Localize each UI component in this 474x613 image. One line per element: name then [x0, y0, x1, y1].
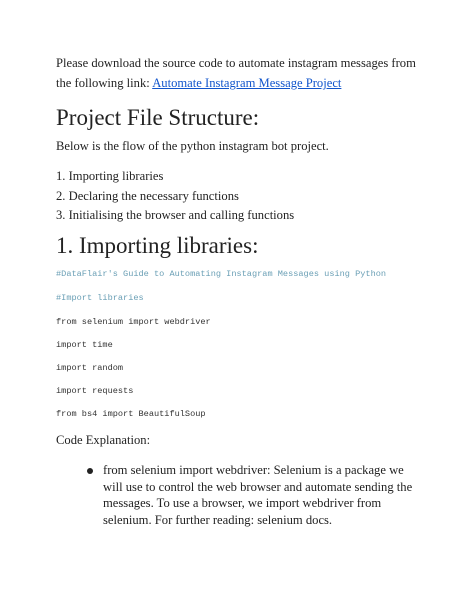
- bullet-dot-icon: [87, 468, 93, 474]
- code-line: import requests: [56, 386, 134, 396]
- explanation-bullet-list: [84, 462, 424, 528]
- code-comment-line: #Import libraries: [56, 293, 144, 303]
- code-comment-line: #DataFlair's Guide to Automating Instagram Messages using Python: [56, 269, 387, 279]
- flow-description: Below is the flow of the python instagram bot project.: [56, 139, 329, 153]
- project-download-link[interactable]: Automate Instagram Message Project: [152, 76, 342, 90]
- project-structure-heading: Project File Structure:: [56, 105, 260, 130]
- importing-libraries-heading: 1. Importing libraries:: [56, 233, 259, 258]
- explanation-bullet-item: [84, 462, 424, 528]
- code-line: from bs4 import BeautifulSoup: [56, 409, 206, 419]
- step-item: 1. Importing libraries: [56, 169, 164, 183]
- code-line: from selenium import webdriver: [56, 317, 211, 327]
- step-item: 2. Declaring the necessary functions: [56, 188, 239, 203]
- code-line: import time: [56, 340, 113, 350]
- intro-paragraph: [56, 53, 426, 93]
- steps-list: [56, 167, 294, 226]
- intro-text: Please download the source code to automate instagram messages from the following link:: [56, 56, 416, 90]
- code-line: import random: [56, 363, 124, 373]
- explanation-bullet-text: from selenium import webdriver: Selenium is a package we will use to control the web browser and automate sending the messages. To use a browser, we import webdriver from selenium. For further reading: selenium docs.: [103, 463, 413, 527]
- code-explanation-heading: Code Explanation:: [56, 433, 151, 447]
- step-item: 3. Initialising the browser and calling functions: [56, 208, 295, 222]
